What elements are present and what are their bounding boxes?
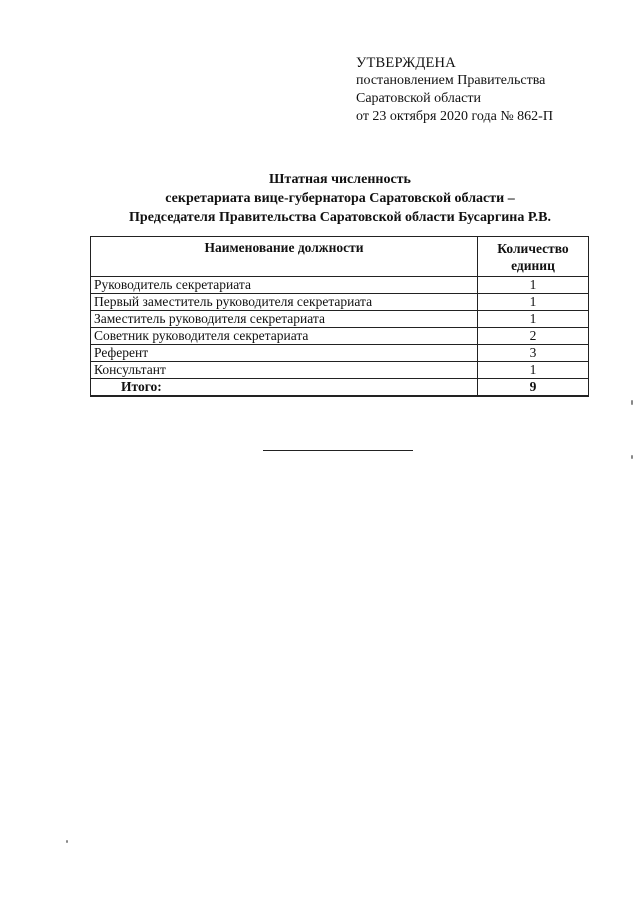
position-quantity: 1 bbox=[478, 362, 589, 379]
position-name: Советник руководителя секретариата bbox=[91, 328, 478, 345]
position-quantity: 2 bbox=[478, 328, 589, 345]
table-header-row bbox=[91, 237, 589, 277]
position-name: Первый заместитель руководителя секретариата bbox=[91, 294, 478, 311]
header-position-name: Наименование должности bbox=[91, 237, 478, 277]
table-total-row bbox=[91, 379, 589, 397]
approval-line-1: постановлением Правительства bbox=[356, 73, 546, 88]
document-title bbox=[80, 170, 600, 227]
header-quantity-line-1: Количество bbox=[497, 241, 569, 256]
position-name: Заместитель руководителя секретариата bbox=[91, 311, 478, 328]
table-row bbox=[91, 294, 589, 311]
total-value: 9 bbox=[478, 379, 589, 397]
table-row bbox=[91, 277, 589, 294]
position-name: Руководитель секретариата bbox=[91, 277, 478, 294]
staff-table bbox=[90, 236, 589, 397]
approval-line-2: Саратовской области bbox=[356, 91, 481, 106]
scan-speck bbox=[66, 840, 68, 843]
table-row bbox=[91, 311, 589, 328]
title-line-2: секретариата вице-губернатора Саратовской области – bbox=[165, 191, 515, 206]
title-line-1: Штатная численность bbox=[269, 172, 411, 187]
position-quantity: 1 bbox=[478, 277, 589, 294]
position-quantity: 3 bbox=[478, 345, 589, 362]
table-row bbox=[91, 328, 589, 345]
total-label: Итого: bbox=[91, 379, 478, 397]
header-quantity bbox=[478, 237, 589, 277]
closing-line bbox=[263, 450, 413, 451]
table-row bbox=[91, 362, 589, 379]
position-name: Консультант bbox=[91, 362, 478, 379]
scan-speck bbox=[631, 455, 633, 459]
header-quantity-line-2: единиц bbox=[511, 258, 555, 273]
position-quantity: 1 bbox=[478, 294, 589, 311]
approval-block bbox=[356, 54, 553, 126]
approval-line-3: от 23 октября 2020 года № 862-П bbox=[356, 109, 553, 124]
position-quantity: 1 bbox=[478, 311, 589, 328]
table-row bbox=[91, 345, 589, 362]
approval-heading: УТВЕРЖДЕНА bbox=[356, 55, 456, 71]
title-line-3: Председателя Правительства Саратовской области Бусаргина Р.В. bbox=[129, 210, 551, 225]
position-name: Референт bbox=[91, 345, 478, 362]
scan-speck bbox=[631, 400, 633, 405]
